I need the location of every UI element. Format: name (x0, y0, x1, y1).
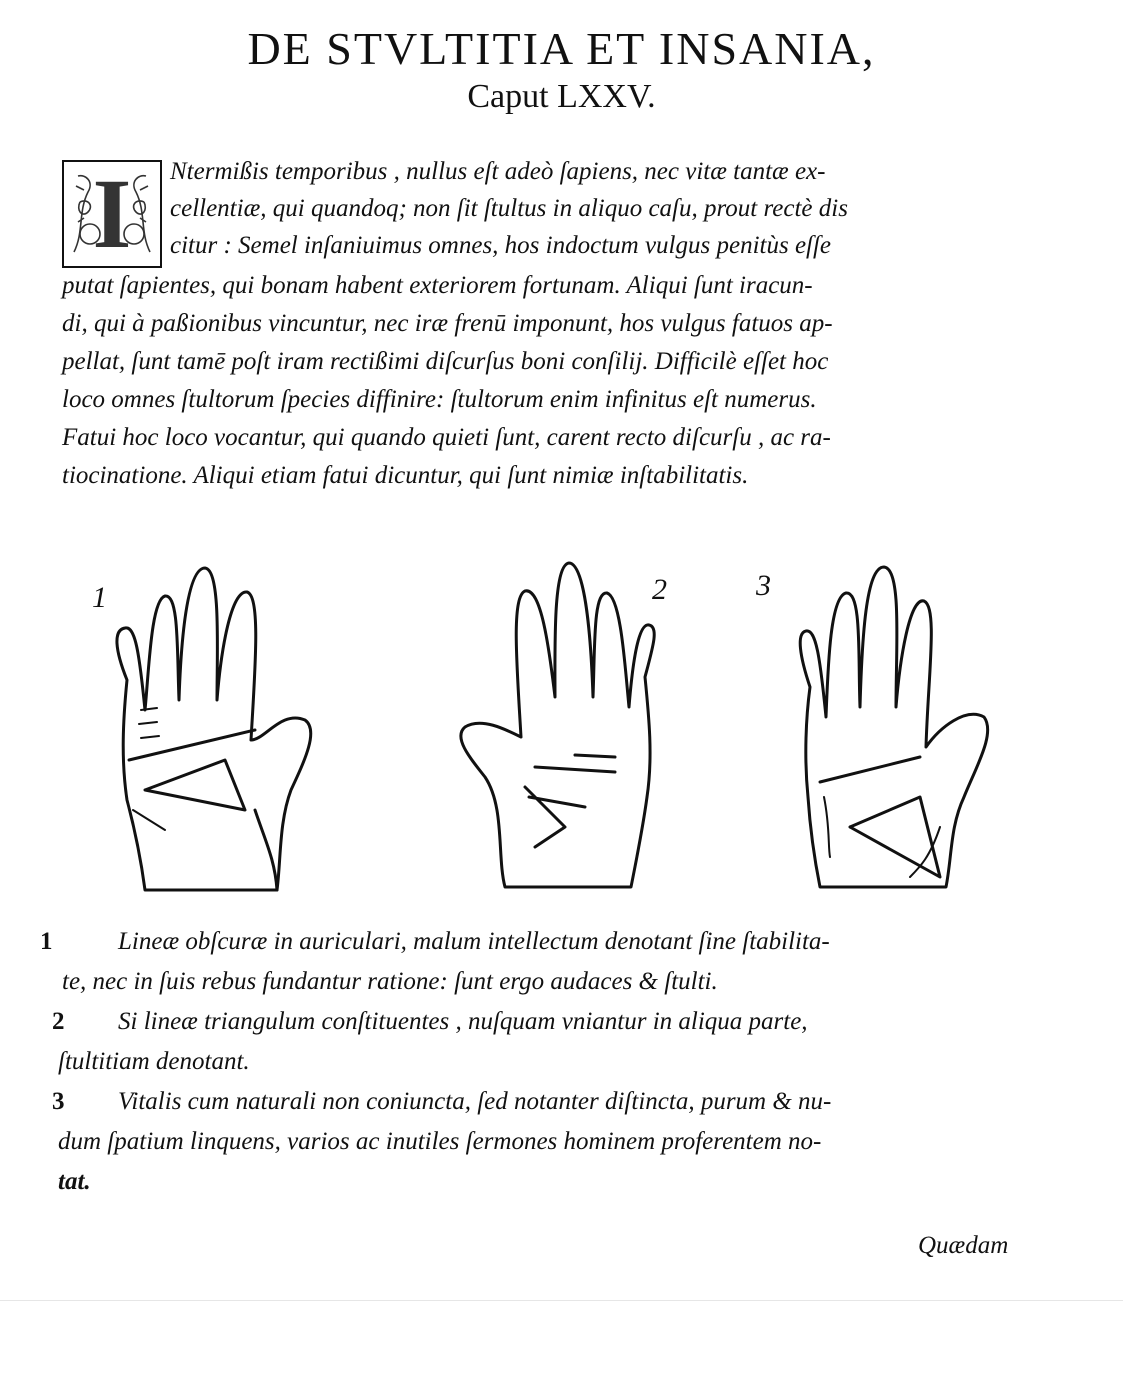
chapter-title: DE STVLTITIA ET INSANIA, (247, 23, 876, 74)
right-hand-drawing-3 (770, 557, 1030, 917)
initial-letter: I (92, 158, 132, 269)
caption-line: te, nec in ſuis rebus fundantur ratione: ſunt ergo audaces & ſtulti. (62, 968, 718, 995)
bottom-margin (0, 1300, 1123, 1391)
paragraph-line: Fatui hoc loco vocantur, qui quando quieti ſunt, carent recto diſcurſu , ac ra- (62, 424, 831, 451)
paragraph-line: cellentiæ, qui quandoq; non ſit ſtultus in aliquo caſu, prout rectè dis (170, 195, 848, 222)
caption-number: 1 (40, 928, 53, 955)
hand-label: 1 (92, 581, 107, 614)
chapter-number: Caput LXXV. (467, 78, 656, 115)
caption-line: dum ſpatium linquens, varios ac inutiles ſermones hominem proferentem no- (58, 1128, 822, 1155)
caption-number: 2 (52, 1008, 65, 1035)
hand-label: 3 (756, 569, 771, 602)
paragraph-line: loco omnes ſtultorum ſpecies diffinire: ſtultorum enim infinitus eſt numerus. (62, 386, 817, 413)
palmistry-illustrations (80, 555, 1040, 925)
caption-line: ſtultitiam denotant. (58, 1048, 250, 1075)
caption-line: Lineæ obſcuræ in auriculari, malum intellectum denotant ſine ſtabilita- (118, 928, 830, 955)
paragraph-line: putat ſapientes, qui bonam habent exteriorem fortunam. Aliqui ſunt iracun- (62, 272, 813, 299)
caption-line: tat. (58, 1168, 91, 1195)
hand-label: 2 (652, 573, 667, 606)
paragraph-line: di, qui à paßionibus vincuntur, nec iræ frenū imponunt, hos vulgus fatuos ap- (62, 310, 833, 337)
caption-line: Vitalis cum naturali non coniuncta, ſed notanter diſtincta, purum & nu- (118, 1088, 832, 1115)
paragraph-line: citur : Semel inſaniuimus omnes, hos indoctum vulgus penitùs eſſe (170, 232, 832, 259)
paragraph-line: pellat, ſunt tamē poſt iram rectißimi diſcurſus boni conſilij. Difficilè eſſet hoc (62, 348, 829, 375)
right-hand-drawing-2 (425, 557, 685, 917)
paragraph-line: tiocinatione. Aliqui etiam fatui dicuntur, qui ſunt nimiæ inſtabilitatis. (62, 462, 749, 489)
catchword: Quædam (918, 1232, 1009, 1259)
paragraph-line: Ntermißis temporibus , nullus eſt adeò ſapiens, nec vitæ tantæ ex- (170, 158, 826, 185)
caption-number: 3 (52, 1088, 65, 1115)
ornamental-initial (62, 160, 162, 268)
left-hand-drawing-1 (105, 560, 365, 920)
caption-line: Si lineæ triangulum conſtituentes , nuſquam vniantur in aliqua parte, (118, 1008, 808, 1035)
